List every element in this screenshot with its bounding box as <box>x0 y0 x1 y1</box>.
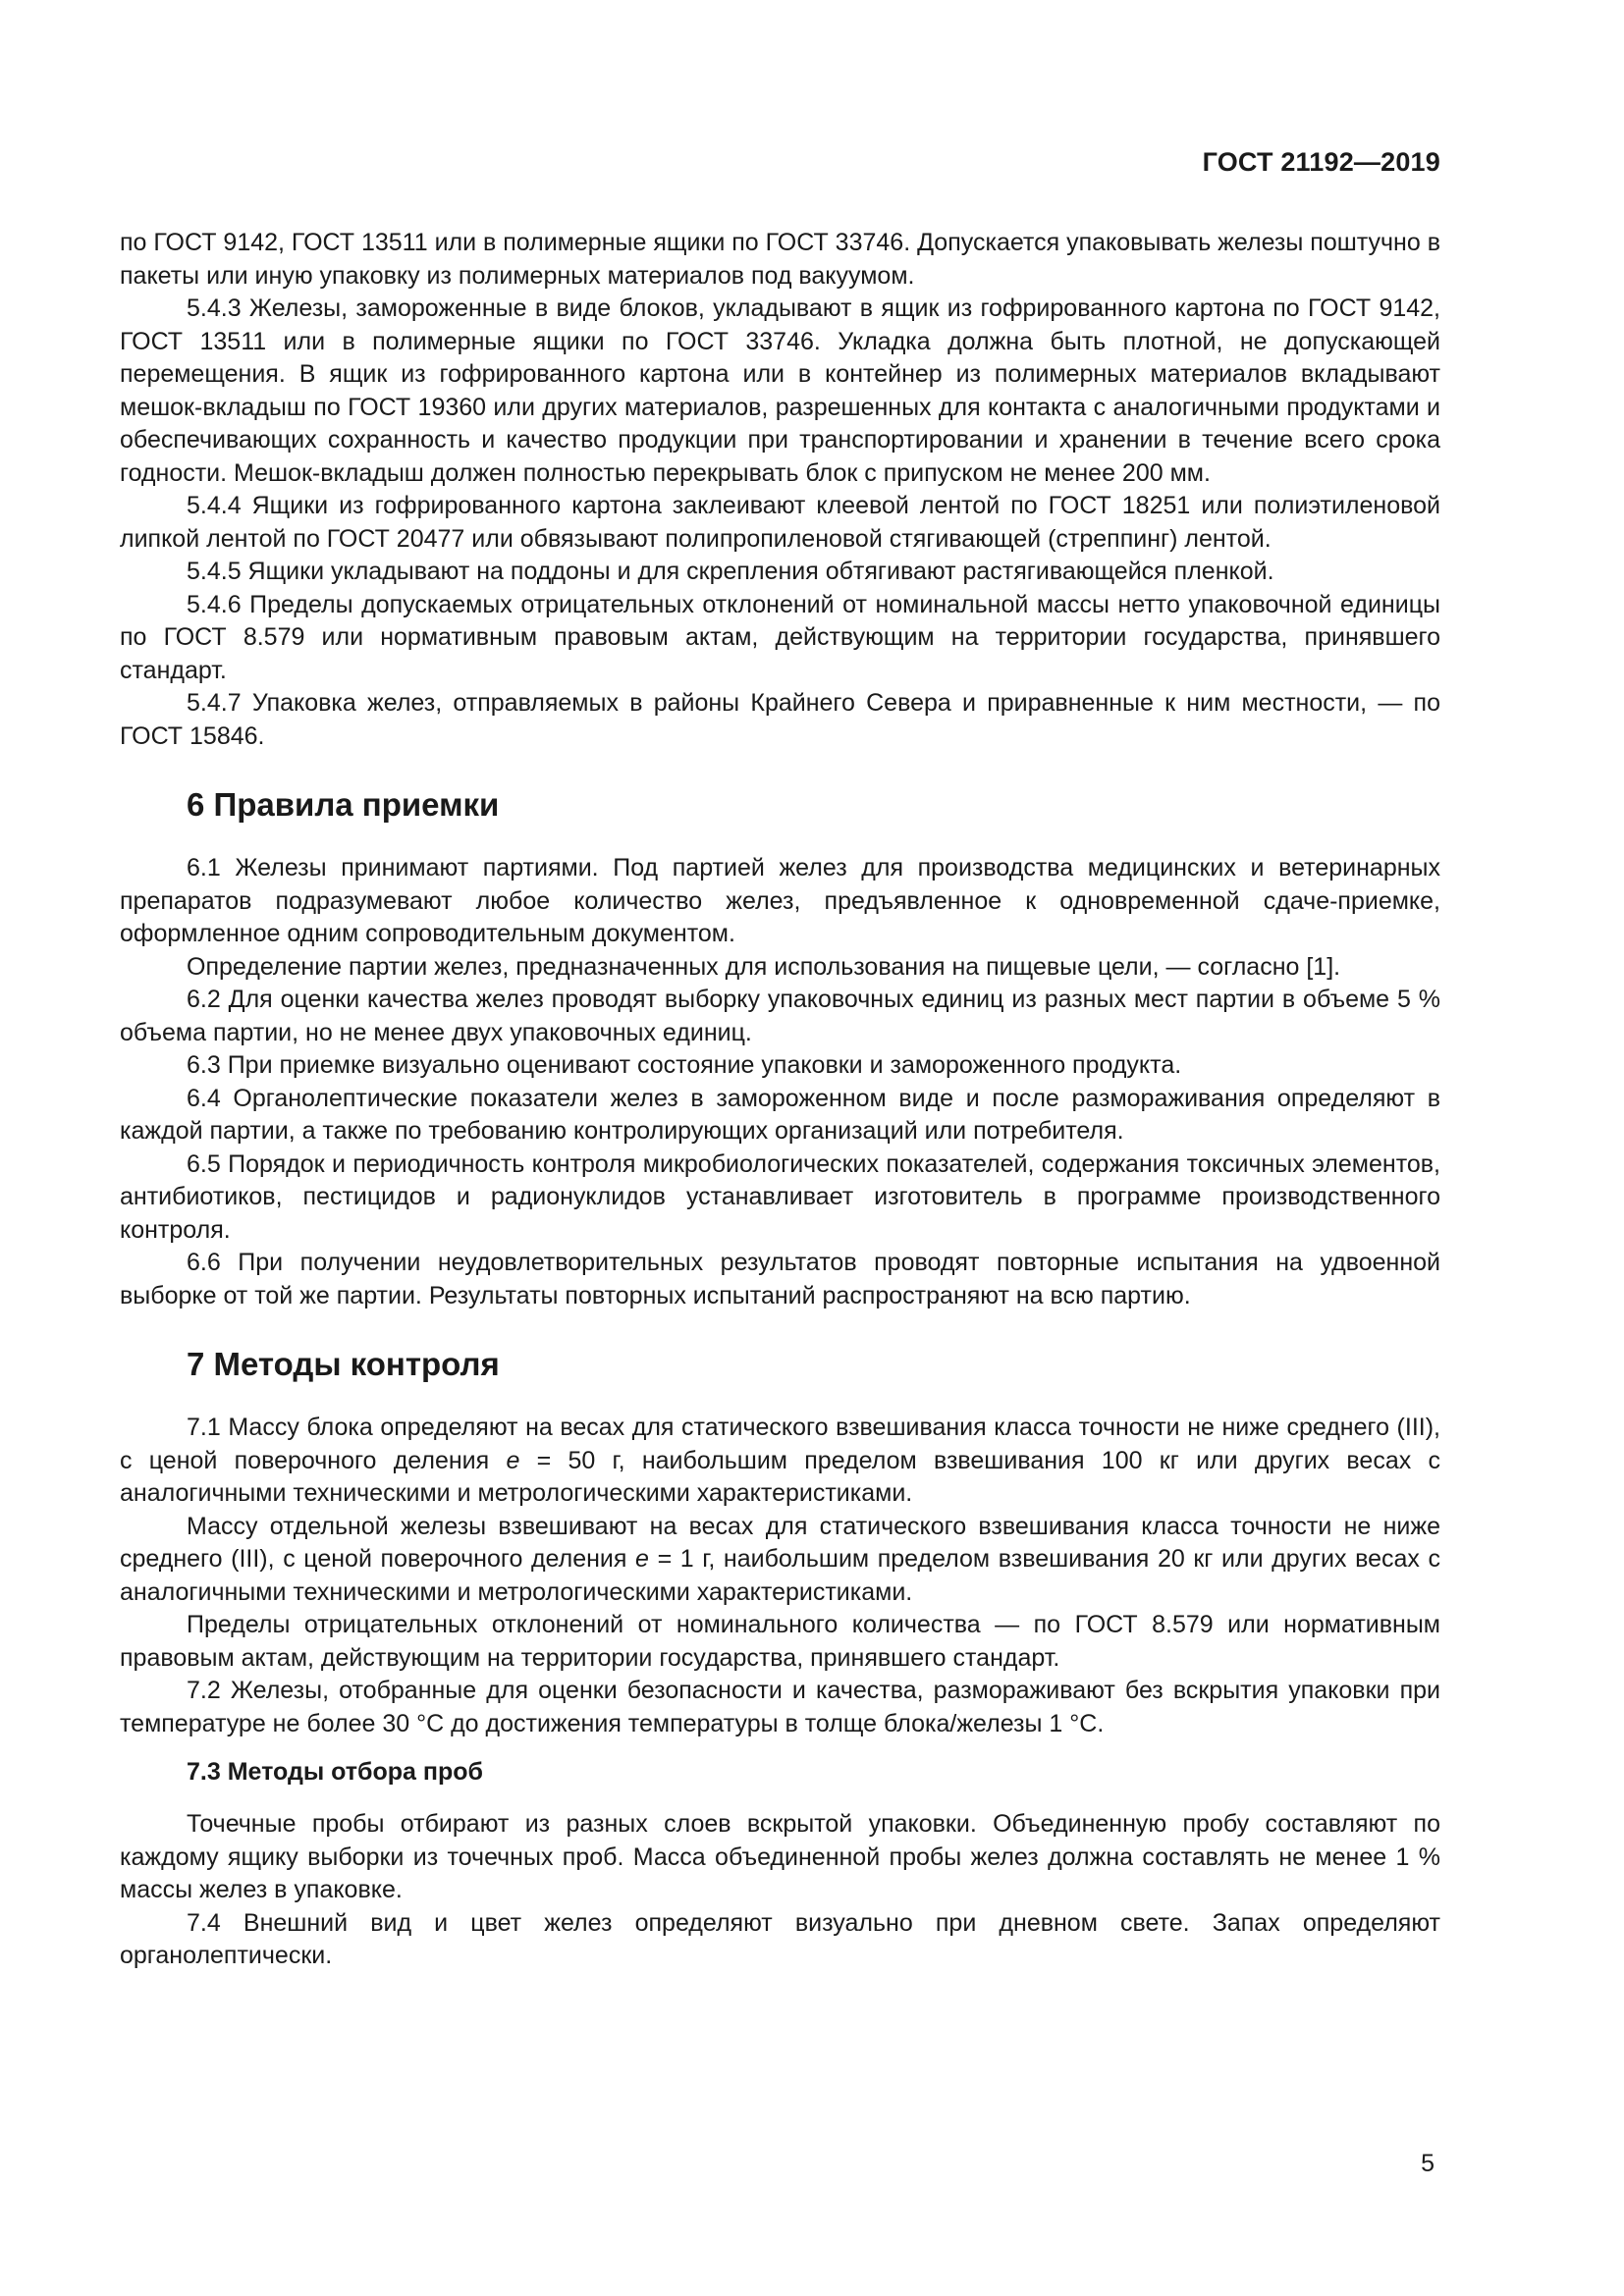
paragraph-6-6: 6.6 При получении неудовлетворительных результатов проводят повторные испытания на удвоенной выборке от той же партии. Результаты повторных испытаний распространяют на всю партию. <box>120 1249 1440 1309</box>
document-body <box>120 227 1440 1973</box>
paragraph-7-1-b-symbol-e: e <box>635 1545 649 1573</box>
section-6-title: 6 Правила приемки <box>187 786 500 823</box>
paragraph-7-3: Точечные пробы отбирают из разных слоев вскрытой упаковки. Объединенную пробу составляют по каждому ящику выборки из точечных проб. Масса объединенной пробы желез должна составлять не менее 1 % массы желез в упаковке. <box>120 1810 1440 1903</box>
paragraph-6-1: 6.1 Железы принимают партиями. Под партией желез для производства медицинских и ветеринарных препаратов подразумевают любое количество желез, предъявленное к одновременной сдаче-приемке, оформленное одним сопроводительным документом. <box>120 854 1440 947</box>
paragraph-6-5: 6.5 Порядок и периодичность контроля микробиологических показателей, содержания токсичных элементов, антибиотиков, пестицидов и радионуклидов устанавливает изготовитель в программе производственного контроля. <box>120 1149 1440 1244</box>
paragraph-continuation: по ГОСТ 9142, ГОСТ 13511 или в полимерные ящики по ГОСТ 33746. Допускается упаковывать железы поштучно в пакеты или иную упаковку из полимерных материалов под вакуумом. <box>120 229 1440 290</box>
paragraph-7-1-c: Пределы отрицательных отклонений от номинального количества — по ГОСТ 8.579 или нормативным правовым актам, действующим на территории государства, принявшего стандарт. <box>120 1611 1440 1672</box>
paragraph-7-4: 7.4 Внешний вид и цвет желез определяют визуально при дневном свете. Запах определяют органолептически. <box>120 1908 1440 1969</box>
paragraph-7-1-b <box>120 1511 1440 1610</box>
subsection-7-3-title: 7.3 Методы отбора проб <box>187 1758 483 1786</box>
paragraph-7-1-text-a: 7.1 Массу блока определяют на весах для статического взвешивания класса точности не ниже среднего (III), с ценой поверочного деления <box>120 1414 1440 1474</box>
paragraph-5-4-7: 5.4.7 Упаковка желез, отправляемых в районы Крайнего Севера и приравненные к ним местности, — по ГОСТ 15846. <box>120 689 1440 750</box>
paragraph-7-1-b-text-a: Массу отдельной железы взвешивают на весах для статического взвешивания класса точности не ниже среднего (III), с ценой поверочного деления <box>120 1512 1440 1573</box>
paragraph-7-1-text-b: = 50 г, наибольшим пределом взвешивания 100 кг или других весах с аналогичными техническими и метрологическими характеристиками. <box>120 1446 1440 1507</box>
paragraph-6-1-b: Определение партии желез, предназначенных для использования на пищевые цели, — согласно [1]. <box>187 952 1341 981</box>
paragraph-7-1-symbol-e: e <box>506 1446 520 1474</box>
paragraph-5-4-5: 5.4.5 Ящики укладывают на поддоны и для скрепления обтягивают растягивающейся пленкой. <box>187 558 1274 585</box>
paragraph-7-1 <box>120 1412 1440 1511</box>
paragraph-6-2: 6.2 Для оценки качества желез проводят выборку упаковочных единиц из разных мест партии в объеме 5 % объема партии, но не менее двух упаковочных единиц. <box>120 986 1440 1046</box>
page-number: 5 <box>1421 2150 1435 2177</box>
document-code-header: ГОСТ 21192—2019 <box>1202 147 1440 177</box>
paragraph-5-4-6: 5.4.6 Пределы допускаемых отрицательных отклонений от номинальной массы нетто упаковочной единицы по ГОСТ 8.579 или нормативным правовым актам, действующим на территории государства, принявшего стандарт. <box>120 590 1440 684</box>
paragraph-7-1-b-text-b: = 1 г, наибольшим пределом взвешивания 20 кг или других весах с аналогичными техническими и метрологическими характеристиками. <box>120 1545 1440 1606</box>
paragraph-7-2: 7.2 Железы, отобранные для оценки безопасности и качества, размораживают без вскрытия упаковки при температуре не более 30 °C до достижения температуры в толще блока/железы 1 °C. <box>120 1677 1440 1737</box>
paragraph-5-4-3: 5.4.3 Железы, замороженные в виде блоков, укладывают в ящик из гофрированного картона по ГОСТ 9142, ГОСТ 13511 или в полимерные ящики по ГОСТ 33746. Укладка должна быть плотной, не допускающей перемещения. В ящик из гофрированного картона или в контейнер из полимерных материалов вкладывают мешок-вкладыш по ГОСТ 19360 или других материалов, разрешенных для контакта с аналогичными продуктами и обеспечивающих сохранность и качество продукции при транспортировании и хранении в течение всего срока годности. Мешок-вкладыш должен полностью перекрывать блок с припуском не менее 200 мм. <box>120 294 1440 487</box>
paragraph-6-3: 6.3 При приемке визуально оценивают состояние упаковки и замороженного продукта. <box>187 1051 1182 1079</box>
paragraph-6-4: 6.4 Органолептические показатели желез в замороженном виде и после размораживания определяют в каждой партии, а также по требованию контролирующих организаций или потребителя. <box>120 1084 1440 1145</box>
section-7-title: 7 Методы контроля <box>187 1346 500 1382</box>
paragraph-5-4-4: 5.4.4 Ящики из гофрированного картона заклеивают клеевой лентой по ГОСТ 18251 или полиэтиленовой липкой лентой по ГОСТ 20477 или обвязывают полипропиленовой стягивающей (стреппинг) лентой. <box>120 492 1440 553</box>
